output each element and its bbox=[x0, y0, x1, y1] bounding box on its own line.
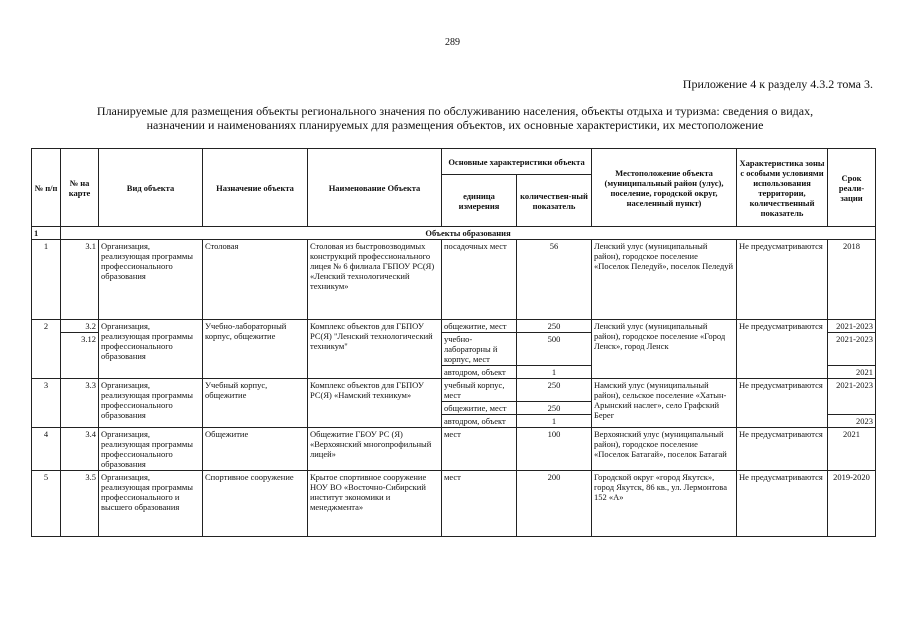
row-map-num: 3.3 bbox=[61, 379, 99, 428]
row-purpose: Учебный корпус, общежитие bbox=[203, 379, 308, 428]
row-location: Ленский улус (муниципальный район), городское поселение «Поселок Пеледуй», поселок Пеледуй bbox=[592, 240, 737, 320]
table-row bbox=[32, 471, 876, 537]
table-row bbox=[32, 320, 876, 333]
section-row bbox=[32, 227, 876, 240]
row-qty: 250 bbox=[517, 379, 592, 402]
row-name: Комплекс объектов для ГБПОУ РС(Я) «Намский техникум» bbox=[308, 379, 442, 428]
row-deadline: 2018 bbox=[828, 240, 876, 320]
row-unit: мест bbox=[442, 471, 517, 537]
row-type: Организация, реализующая программы профессионального образования bbox=[99, 428, 203, 471]
row-deadline: 2021-2023 bbox=[828, 333, 876, 366]
header-map-num: № на карте bbox=[61, 149, 99, 227]
row-zones: Не предусматриваются bbox=[737, 428, 828, 471]
row-type: Организация, реализующая программы профессионального образования bbox=[99, 379, 203, 428]
header-location: Местоположение объекта (муниципальный район (улус), поселение, городской округ, населенный пункт) bbox=[592, 149, 737, 227]
row-unit: учебный корпус, мест bbox=[442, 379, 517, 402]
row-unit: автодром, объект bbox=[442, 366, 517, 379]
row-qty: 500 bbox=[517, 333, 592, 366]
row-purpose: Учебно-лабораторный корпус, общежитие bbox=[203, 320, 308, 379]
header-zones: Характеристика зоны с особыми условиями использования территории, количественный показатель bbox=[737, 149, 828, 227]
header-purpose: Назначение объекта bbox=[203, 149, 308, 227]
header-name: Наименование Объекта bbox=[308, 149, 442, 227]
table-row bbox=[32, 428, 876, 471]
row-num: 4 bbox=[32, 428, 61, 471]
row-qty: 100 bbox=[517, 428, 592, 471]
row-unit: общежитие, мест bbox=[442, 402, 517, 415]
row-map-num: 3.1 bbox=[61, 240, 99, 320]
row-zones: Не предусматриваются bbox=[737, 471, 828, 537]
header-num: № п/п bbox=[32, 149, 61, 227]
objects-table bbox=[31, 148, 876, 537]
row-deadline: 2019-2020 bbox=[828, 471, 876, 537]
row-qty: 56 bbox=[517, 240, 592, 320]
row-unit: общежитие, мест bbox=[442, 320, 517, 333]
row-qty: 250 bbox=[517, 402, 592, 415]
header-deadline: Срок реали-зации bbox=[828, 149, 876, 227]
row-location: Городской округ «город Якутск», город Якутск, 86 кв., ул. Лермонтова 152 «А» bbox=[592, 471, 737, 537]
row-map-num: 3.5 bbox=[61, 471, 99, 537]
title-line-2: назначении и наименованиях планируемых для размещения объектов, их основные характеристики, их местоположение bbox=[146, 118, 764, 132]
header-main-chars: Основные характеристики объекта bbox=[442, 149, 592, 175]
header-unit: единица измерения bbox=[442, 175, 517, 227]
row-unit: автодром, объект bbox=[442, 415, 517, 428]
row-deadline: 2021-2023 bbox=[828, 379, 876, 415]
row-unit: мест bbox=[442, 428, 517, 471]
header-type: Вид объекта bbox=[99, 149, 203, 227]
row-unit: учебно-лабораторны й корпус, мест bbox=[442, 333, 517, 366]
row-name: Комплекс объектов для ГБПОУ РС(Я) "Ленский технологический техникум" bbox=[308, 320, 442, 379]
appendix-note: Приложение 4 к разделу 4.3.2 тома 3. bbox=[682, 77, 873, 91]
row-qty: 200 bbox=[517, 471, 592, 537]
row-purpose: Столовая bbox=[203, 240, 308, 320]
row-purpose: Общежитие bbox=[203, 428, 308, 471]
row-deadline: 2021 bbox=[828, 366, 876, 379]
row-num: 1 bbox=[32, 240, 61, 320]
row-name: Столовая из быстровозводимых конструкций профессионального лицея № 6 филиала ГБПОУ РС(Я) «Ленский технологический техникум» bbox=[308, 240, 442, 320]
row-location: Ленский улус (муниципальный район), городское поселение «Город Ленск», город Ленск bbox=[592, 320, 737, 379]
row-unit: посадочных мест bbox=[442, 240, 517, 320]
row-type: Организация, реализующая программы профессионального образования bbox=[99, 320, 203, 379]
page-number: 289 bbox=[445, 37, 460, 48]
row-qty: 250 bbox=[517, 320, 592, 333]
section-num: 1 bbox=[32, 227, 61, 240]
document-title bbox=[40, 104, 870, 132]
row-location: Намский улус (муниципальный район), сельское поселение «Хатын-Арынский наслег», село Графский Берег bbox=[592, 379, 737, 428]
row-deadline: 2021-2023 bbox=[828, 320, 876, 333]
row-zones: Не предусматриваются bbox=[737, 379, 828, 428]
row-location: Верхоянский улус (муниципальный район), городское поселение «Поселок Батагай», поселок Батагай bbox=[592, 428, 737, 471]
row-zones: Не предусматриваются bbox=[737, 320, 828, 379]
table-row bbox=[32, 379, 876, 402]
title-line-1: Планируемые для размещения объекты регионального значения по обслуживанию населения, объекты отдыха и туризма: сведения о видах, bbox=[96, 104, 814, 118]
row-map-num: 3.12 bbox=[61, 333, 99, 379]
row-num: 5 bbox=[32, 471, 61, 537]
row-deadline: 2021 bbox=[828, 428, 876, 471]
row-map-num: 3.4 bbox=[61, 428, 99, 471]
row-qty: 1 bbox=[517, 415, 592, 428]
row-purpose: Спортивное сооружение bbox=[203, 471, 308, 537]
row-name: Общежитие ГБОУ РС (Я) «Верхоянский многопрофильный лицей» bbox=[308, 428, 442, 471]
row-num: 3 bbox=[32, 379, 61, 428]
header-qty: количествен-ный показатель bbox=[517, 175, 592, 227]
row-name: Крытое спортивное сооружение НОУ ВО «Восточно-Сибирский институт экономики и менеджмента» bbox=[308, 471, 442, 537]
row-type: Организация, реализующая программы профессионального и высшего образования bbox=[99, 471, 203, 537]
table-row bbox=[32, 240, 876, 320]
row-map-num: 3.2 bbox=[61, 320, 99, 333]
row-qty: 1 bbox=[517, 366, 592, 379]
row-deadline: 2023 bbox=[828, 415, 876, 428]
row-num: 2 bbox=[32, 320, 61, 379]
section-title: Объекты образования bbox=[61, 227, 876, 240]
row-zones: Не предусматриваются bbox=[737, 240, 828, 320]
row-type: Организация, реализующая программы профессионального образования bbox=[99, 240, 203, 320]
